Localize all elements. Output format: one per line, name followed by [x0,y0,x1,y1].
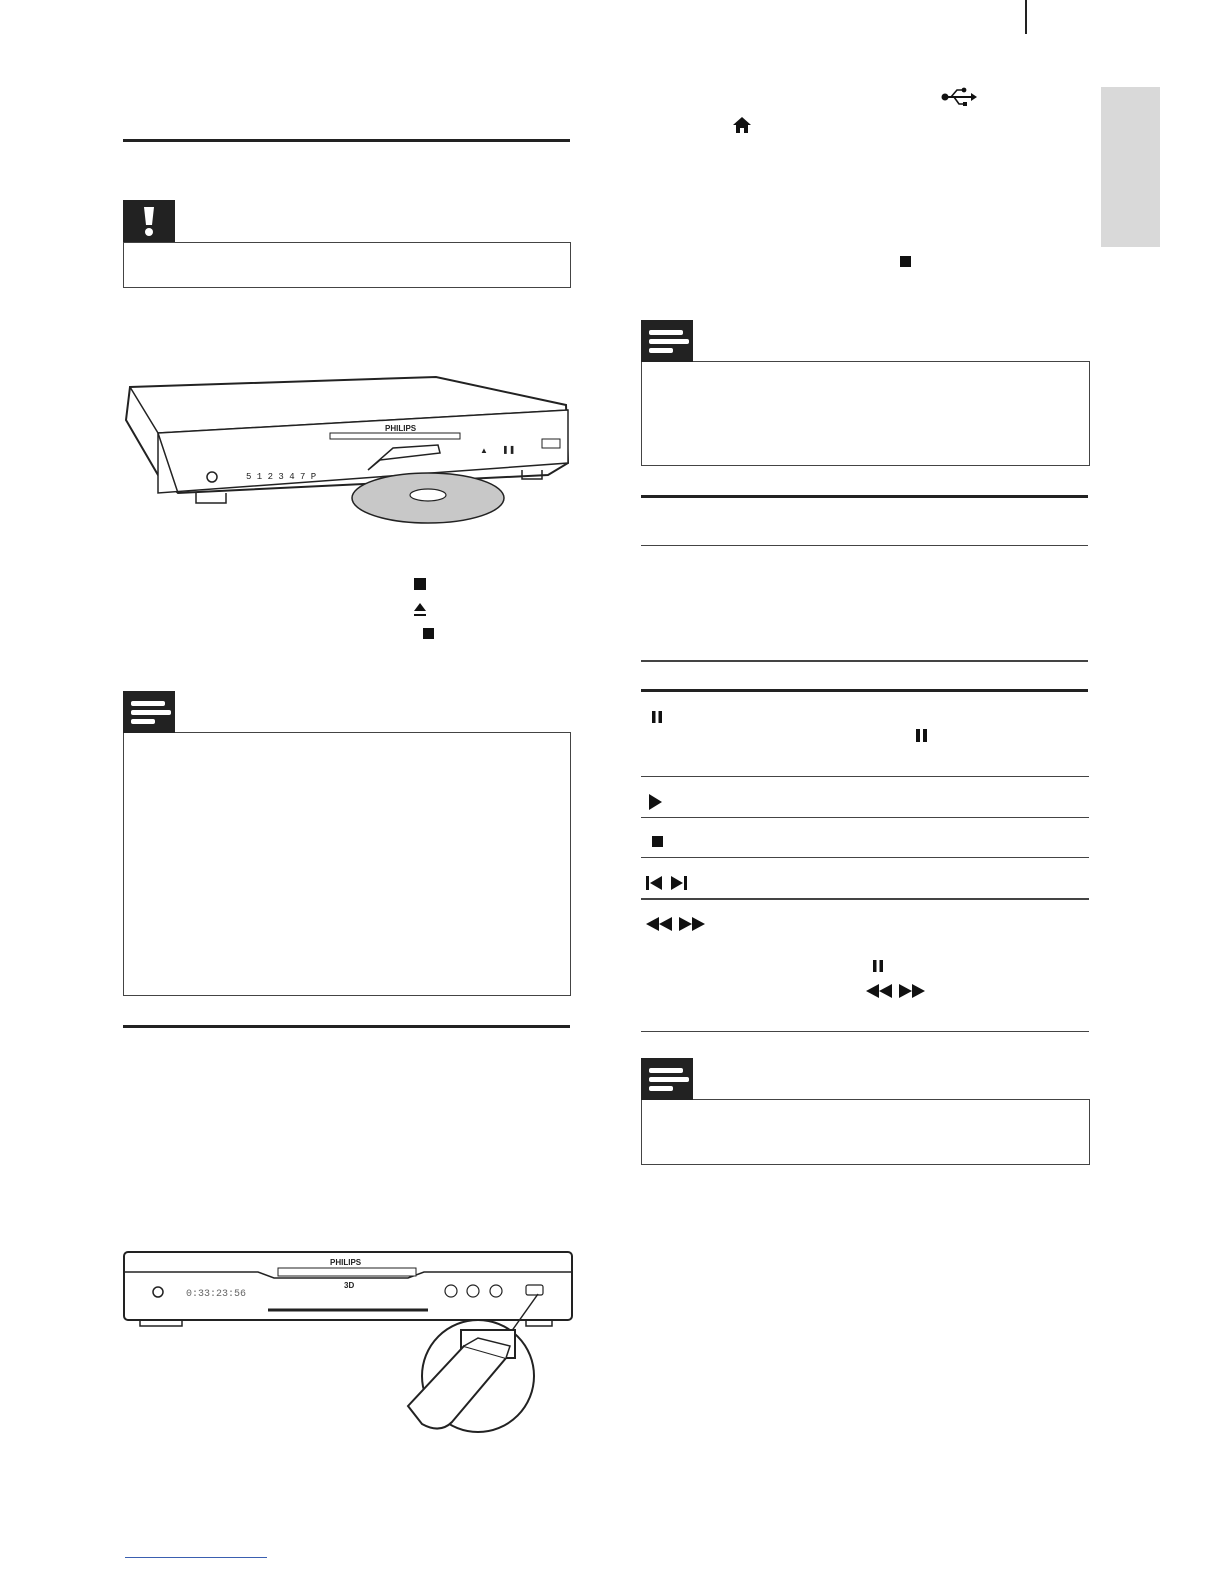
section-rule [123,139,570,142]
table-row-divider [641,776,1089,777]
rewind-forward-icon [866,984,926,998]
footer-link-underline[interactable] [125,1557,267,1558]
note-box [641,1099,1090,1165]
svg-text:❚❚: ❚❚ [502,445,516,454]
note-icon [123,691,175,733]
disc-insertion-illustration [118,365,578,535]
pause-icon [916,729,927,742]
brand-label: PHILIPS [385,424,417,433]
note-box [123,732,571,996]
note-box [641,361,1090,466]
stop-icon [423,628,434,639]
pause-icon [873,960,883,972]
language-tab [1101,87,1160,247]
crop-mark [1025,0,1027,34]
front-display: 0:33:23:56 [186,1289,247,1300]
usb-connection-illustration [118,1246,578,1436]
table-top-rule [641,660,1088,662]
home-icon [732,116,752,134]
stop-icon [652,836,663,847]
table-header-rule [641,689,1088,692]
stop-icon [900,256,911,267]
table-row-divider [641,817,1089,818]
section-rule [641,495,1088,498]
table-row-divider [641,898,1089,900]
rewind-forward-icon [646,917,706,931]
exclamation-icon [123,200,175,242]
3d-logo: 3D [344,1281,355,1290]
note-icon [641,1058,693,1100]
play-icon [648,794,662,810]
eject-icon [413,602,427,617]
note-icon [641,320,693,362]
brand-label: PHILIPS [330,1258,362,1267]
pause-icon [652,711,662,723]
usb-icon [941,87,977,107]
caution-tag [123,200,175,242]
previous-next-icon [646,875,690,891]
stop-icon [414,578,426,590]
table-row-divider [641,1031,1089,1032]
table-row-divider [641,857,1089,858]
svg-text:▲: ▲ [480,446,488,455]
section-rule [123,1025,570,1028]
caution-box [123,242,571,288]
subsection-rule [641,545,1088,546]
front-display: 5 1 2 3 4 7 P [246,472,317,482]
